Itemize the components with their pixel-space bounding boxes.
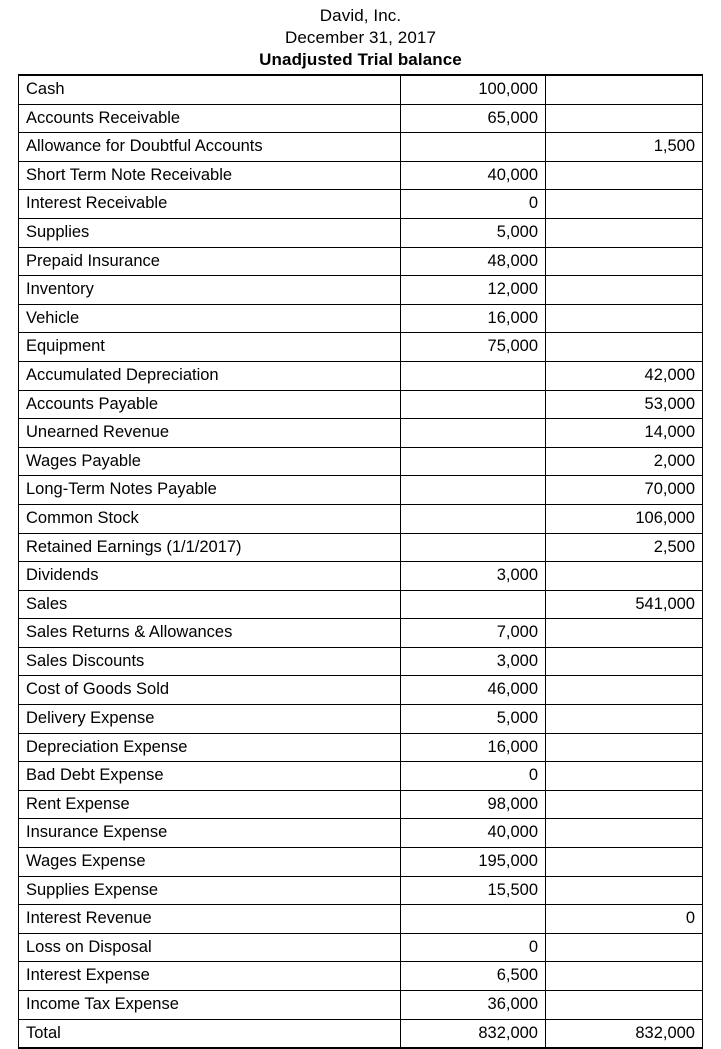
debit-amount: 12,000 xyxy=(401,276,546,305)
total-row xyxy=(19,1019,703,1048)
credit-amount xyxy=(546,819,703,848)
account-name: Long-Term Notes Payable xyxy=(19,476,401,505)
account-name: Accounts Receivable xyxy=(19,104,401,133)
debit-amount xyxy=(401,476,546,505)
account-name: Interest Expense xyxy=(19,962,401,991)
credit-amount: 53,000 xyxy=(546,390,703,419)
account-name: Dividends xyxy=(19,562,401,591)
table-row xyxy=(19,333,703,362)
account-name: Insurance Expense xyxy=(19,819,401,848)
debit-amount xyxy=(401,504,546,533)
trial-balance-table-wrap xyxy=(18,74,702,1049)
account-name: Delivery Expense xyxy=(19,705,401,734)
report-heading xyxy=(0,0,721,71)
credit-amount xyxy=(546,647,703,676)
table-row xyxy=(19,790,703,819)
table-row xyxy=(19,991,703,1020)
credit-amount: 2,500 xyxy=(546,533,703,562)
credit-amount: 14,000 xyxy=(546,419,703,448)
account-name: Vehicle xyxy=(19,304,401,333)
account-name: Interest Revenue xyxy=(19,905,401,934)
credit-amount: 42,000 xyxy=(546,361,703,390)
table-row xyxy=(19,161,703,190)
total-credit: 832,000 xyxy=(546,1019,703,1048)
debit-amount xyxy=(401,133,546,162)
account-name: Loss on Disposal xyxy=(19,933,401,962)
credit-amount xyxy=(546,790,703,819)
table-row xyxy=(19,733,703,762)
table-row xyxy=(19,247,703,276)
table-row xyxy=(19,962,703,991)
account-name: Wages Expense xyxy=(19,848,401,877)
debit-amount: 65,000 xyxy=(401,104,546,133)
account-name: Cost of Goods Sold xyxy=(19,676,401,705)
credit-amount xyxy=(546,104,703,133)
table-row xyxy=(19,762,703,791)
credit-amount xyxy=(546,762,703,791)
debit-amount xyxy=(401,447,546,476)
debit-amount xyxy=(401,390,546,419)
debit-amount xyxy=(401,361,546,390)
table-row xyxy=(19,476,703,505)
credit-amount xyxy=(546,676,703,705)
table-row xyxy=(19,590,703,619)
table-row xyxy=(19,819,703,848)
debit-amount xyxy=(401,590,546,619)
credit-amount: 1,500 xyxy=(546,133,703,162)
credit-amount xyxy=(546,75,703,104)
report-title: Unadjusted Trial balance xyxy=(259,50,462,69)
credit-amount xyxy=(546,333,703,362)
account-name: Short Term Note Receivable xyxy=(19,161,401,190)
account-name: Accounts Payable xyxy=(19,390,401,419)
table-row xyxy=(19,104,703,133)
table-row xyxy=(19,190,703,219)
credit-amount xyxy=(546,705,703,734)
debit-amount: 0 xyxy=(401,762,546,791)
credit-amount xyxy=(546,619,703,648)
table-row xyxy=(19,276,703,305)
debit-amount: 3,000 xyxy=(401,562,546,591)
account-name: Bad Debt Expense xyxy=(19,762,401,791)
account-name: Supplies xyxy=(19,218,401,247)
table-row xyxy=(19,933,703,962)
credit-amount xyxy=(546,276,703,305)
debit-amount xyxy=(401,905,546,934)
table-row xyxy=(19,562,703,591)
debit-amount: 7,000 xyxy=(401,619,546,648)
debit-amount: 6,500 xyxy=(401,962,546,991)
table-row xyxy=(19,133,703,162)
account-name: Income Tax Expense xyxy=(19,991,401,1020)
account-name: Unearned Revenue xyxy=(19,419,401,448)
credit-amount xyxy=(546,190,703,219)
report-date: December 31, 2017 xyxy=(284,28,436,47)
table-row xyxy=(19,705,703,734)
debit-amount: 0 xyxy=(401,933,546,962)
table-row xyxy=(19,390,703,419)
account-name: Equipment xyxy=(19,333,401,362)
debit-amount: 5,000 xyxy=(401,218,546,247)
account-name: Common Stock xyxy=(19,504,401,533)
credit-amount xyxy=(546,247,703,276)
account-name: Accumulated Depreciation xyxy=(19,361,401,390)
table-row xyxy=(19,447,703,476)
debit-amount: 16,000 xyxy=(401,304,546,333)
debit-amount: 48,000 xyxy=(401,247,546,276)
account-name: Cash xyxy=(19,75,401,104)
account-name: Sales Returns & Allowances xyxy=(19,619,401,648)
credit-amount: 541,000 xyxy=(546,590,703,619)
debit-amount: 3,000 xyxy=(401,647,546,676)
account-name: Supplies Expense xyxy=(19,876,401,905)
account-name: Sales Discounts xyxy=(19,647,401,676)
credit-amount xyxy=(546,933,703,962)
account-name: Interest Receivable xyxy=(19,190,401,219)
account-name: Wages Payable xyxy=(19,447,401,476)
company-name: David, Inc. xyxy=(319,6,402,25)
debit-amount: 16,000 xyxy=(401,733,546,762)
total-debit: 832,000 xyxy=(401,1019,546,1048)
account-name: Sales xyxy=(19,590,401,619)
credit-amount: 0 xyxy=(546,905,703,934)
table-row xyxy=(19,504,703,533)
credit-amount xyxy=(546,304,703,333)
debit-amount: 15,500 xyxy=(401,876,546,905)
table-row xyxy=(19,218,703,247)
credit-amount xyxy=(546,991,703,1020)
account-name: Inventory xyxy=(19,276,401,305)
account-name: Retained Earnings (1/1/2017) xyxy=(19,533,401,562)
debit-amount xyxy=(401,533,546,562)
debit-amount: 98,000 xyxy=(401,790,546,819)
debit-amount: 36,000 xyxy=(401,991,546,1020)
credit-amount xyxy=(546,848,703,877)
debit-amount: 46,000 xyxy=(401,676,546,705)
debit-amount: 40,000 xyxy=(401,819,546,848)
table-row xyxy=(19,533,703,562)
table-row xyxy=(19,676,703,705)
table-row xyxy=(19,361,703,390)
trial-balance-body xyxy=(19,75,703,1048)
credit-amount xyxy=(546,876,703,905)
credit-amount: 70,000 xyxy=(546,476,703,505)
total-label: Total xyxy=(19,1019,401,1048)
credit-amount xyxy=(546,161,703,190)
table-row xyxy=(19,876,703,905)
account-name: Rent Expense xyxy=(19,790,401,819)
account-name: Allowance for Doubtful Accounts xyxy=(19,133,401,162)
table-row xyxy=(19,419,703,448)
account-name: Depreciation Expense xyxy=(19,733,401,762)
credit-amount xyxy=(546,562,703,591)
credit-amount: 2,000 xyxy=(546,447,703,476)
credit-amount xyxy=(546,962,703,991)
debit-amount: 0 xyxy=(401,190,546,219)
debit-amount: 195,000 xyxy=(401,848,546,877)
debit-amount: 5,000 xyxy=(401,705,546,734)
table-row xyxy=(19,848,703,877)
table-row xyxy=(19,619,703,648)
trial-balance-table xyxy=(18,74,703,1049)
table-row xyxy=(19,647,703,676)
account-name: Prepaid Insurance xyxy=(19,247,401,276)
credit-amount xyxy=(546,218,703,247)
debit-amount: 75,000 xyxy=(401,333,546,362)
credit-amount xyxy=(546,733,703,762)
credit-amount: 106,000 xyxy=(546,504,703,533)
debit-amount: 100,000 xyxy=(401,75,546,104)
table-row xyxy=(19,75,703,104)
table-row xyxy=(19,905,703,934)
debit-amount xyxy=(401,419,546,448)
debit-amount: 40,000 xyxy=(401,161,546,190)
table-row xyxy=(19,304,703,333)
